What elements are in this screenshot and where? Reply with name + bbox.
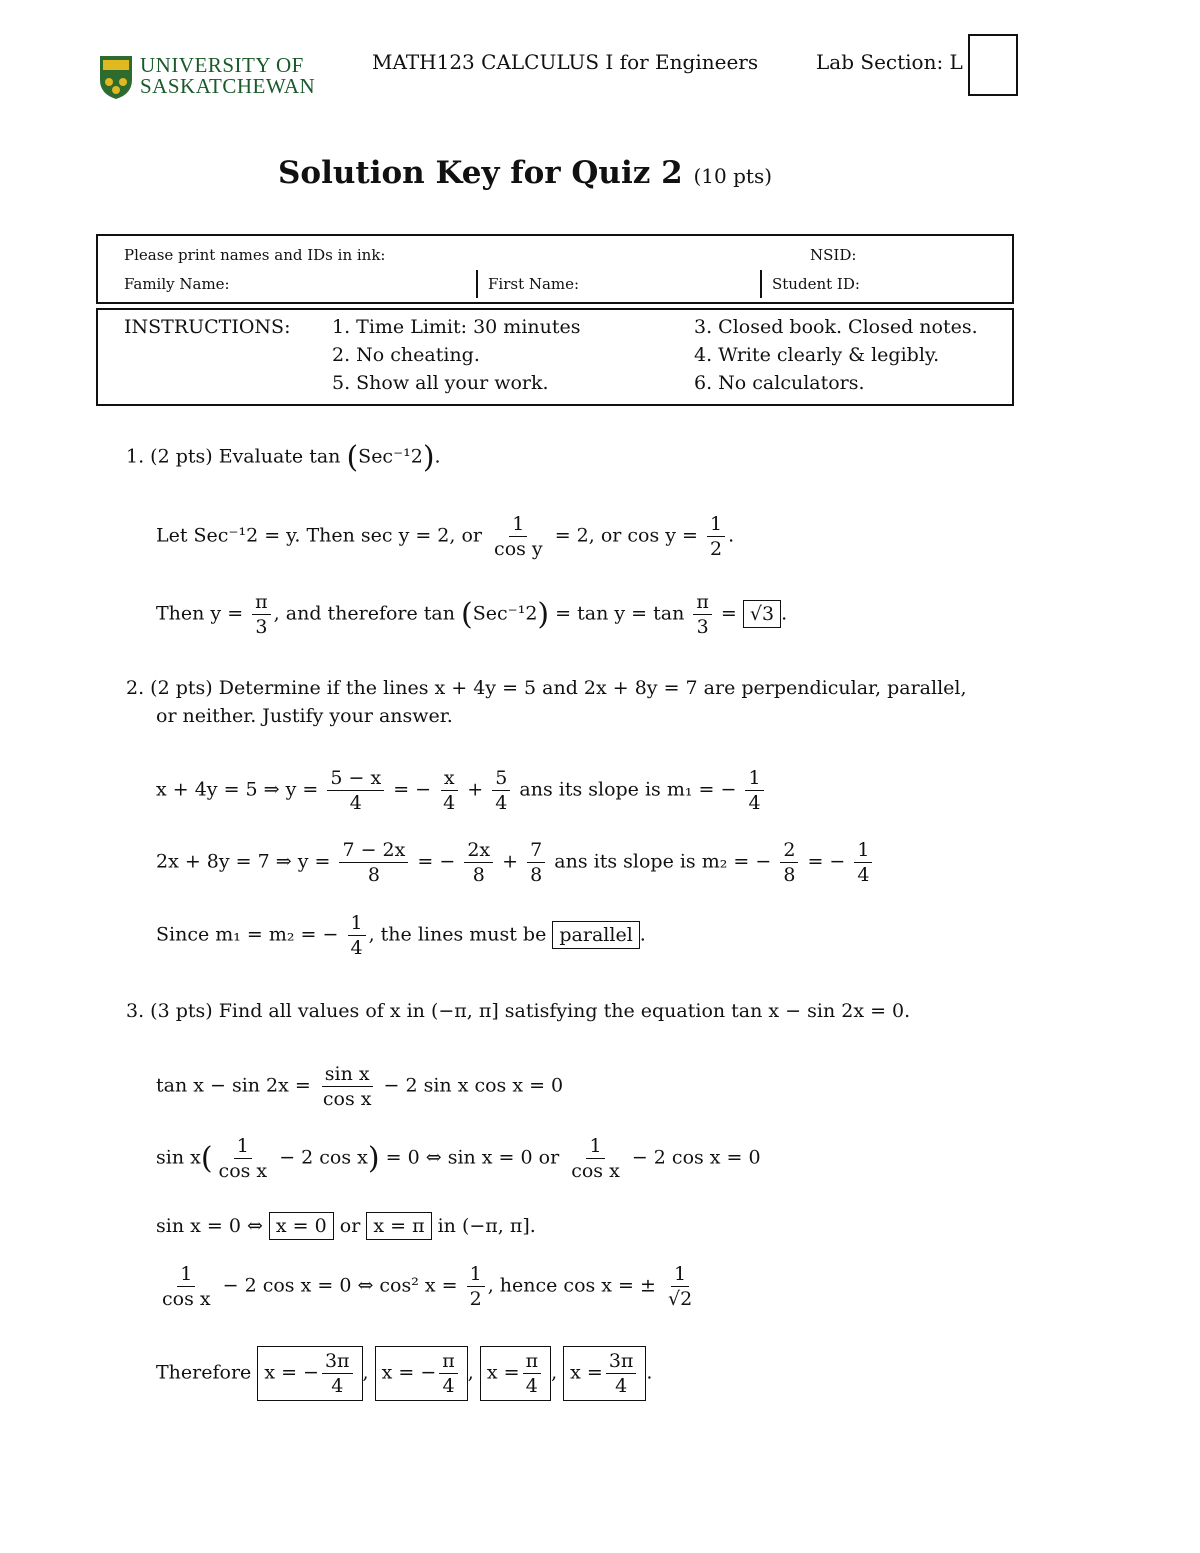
q2-line3: Since m₁ = m₂ = − $\frac{1}{4}$ , the lines must be parallel . <box>156 912 646 959</box>
q1-answer: √3 <box>743 600 781 628</box>
university-logo <box>98 52 318 104</box>
instruction-item: 2. No cheating. <box>332 344 480 366</box>
q3-final-answer: x = − $\frac{3\pi}{4}$ <box>257 1346 362 1401</box>
family-name-label: Family Name: <box>124 275 230 293</box>
lab-section-label: Lab Section: L <box>816 50 963 74</box>
instruction-item: 1. Time Limit: 30 minutes <box>332 316 581 338</box>
divider <box>760 270 762 298</box>
instructions-box <box>96 308 1014 406</box>
course-title: MATH123 CALCULUS I for Engineers <box>372 50 759 74</box>
q3-answer-pi: x = π <box>366 1212 431 1240</box>
q1-arg: Sec⁻¹2 <box>358 445 423 468</box>
instruction-item: 5. Show all your work. <box>332 372 549 394</box>
instructions-label: INSTRUCTIONS: <box>124 316 291 338</box>
q3-final-answer: x = − $\frac{\pi}{4}$ <box>375 1346 468 1401</box>
title-points: (10 pts) <box>693 164 773 188</box>
q3-final-answer: x = $\frac{3\pi}{4}$ <box>563 1346 646 1401</box>
q3-final-answer: x = $\frac{\pi}{4}$ <box>480 1346 551 1401</box>
question-1-prompt: 1. (2 pts) Evaluate tan (Sec⁻¹2). <box>126 440 441 475</box>
q3-line4: $\frac{1}{\text{cos x}}$ − 2 cos x = 0 ⇔ cos² x = $\frac{1}{2}$ , hence cos x = ± $\frac{1}{√2}$ <box>162 1263 693 1310</box>
q3-line1: tan x − sin 2x = $\frac{\text{sin x}}{\text{cos x}}$ − 2 sin x cos x = 0 <box>156 1063 564 1110</box>
instruction-item: 4. Write clearly & legibly. <box>694 344 940 366</box>
lab-section-box[interactable] <box>968 34 1018 96</box>
name-box <box>96 234 1014 304</box>
instruction-item: 6. No calculators. <box>694 372 865 394</box>
first-name-label: First Name: <box>488 275 580 293</box>
q3-line5: Therefore x = − $\frac{3\pi}{4}$ , x = − $\frac{\pi}{4}$ , x = $\frac{\pi}{4}$ , x = $\frac{3\pi}{4}$ . <box>156 1346 652 1401</box>
q2-line1: x + 4y = 5 ⇒ y = $\frac{5 - x}{4}$ = − $\frac{x}{4}$ + $\frac{5}{4}$ ans its slope is m₁ = − $\frac{1}{4}$ <box>156 766 767 815</box>
q3-line3: sin x = 0 ⇔ x = 0 or x = π in (−π, π]. <box>156 1212 536 1240</box>
shield-icon <box>98 54 134 100</box>
title-main: Solution Key for Quiz 2 <box>278 155 683 191</box>
question-2-prompt: 2. (2 pts) Determine if the lines x + 4y = 5 and 2x + 8y = 7 are perpendicular, parallel, <box>126 677 967 699</box>
page-title <box>278 155 772 191</box>
q1-line1: Let Sec⁻¹2 = y. Then sec y = 2, or $\frac{1}{\text{cos y}}$ = 2, or cos y = $\frac{1}{2}$ . <box>156 513 735 560</box>
nsid-label: NSID: <box>810 246 857 264</box>
q2-line2: 2x + 8y = 7 ⇒ y = $\frac{7 - 2x}{8}$ = − $\frac{2x}{8}$ + $\frac{7}{8}$ ans its slope is m₂ = − $\frac{2}{8}$ = − $\frac{1}{4}$ <box>156 838 875 887</box>
q2-answer: parallel <box>552 921 639 949</box>
print-instruction: Please print names and IDs in ink: <box>124 246 386 264</box>
question-3-prompt: 3. (3 pts) Find all values of x in (−π, π] satisfying the equation tan x − sin 2x = 0. <box>126 1000 911 1022</box>
student-id-label: Student ID: <box>772 275 860 293</box>
instruction-item: 3. Closed book. Closed notes. <box>694 316 978 338</box>
q3-answer-zero: x = 0 <box>269 1212 334 1240</box>
q1-line2: Then y = $\frac{\pi}{3}$ , and therefore tan (Sec⁻¹2) = tan y = tan $\frac{\pi}{3}$ = √3 . <box>156 591 788 638</box>
university-line2: SASKATCHEWAN <box>140 74 316 98</box>
university-line1: UNIVERSITY OF <box>140 53 304 77</box>
question-2-prompt-cont: or neither. Justify your answer. <box>156 705 453 727</box>
divider <box>476 270 478 298</box>
q3-line2: sin x( $\frac{1}{\text{cos x}}$ − 2 cos x) = 0 ⇔ sin x = 0 or $\frac{1}{\text{cos x}}$ − 2 cos x = 0 <box>156 1135 761 1182</box>
